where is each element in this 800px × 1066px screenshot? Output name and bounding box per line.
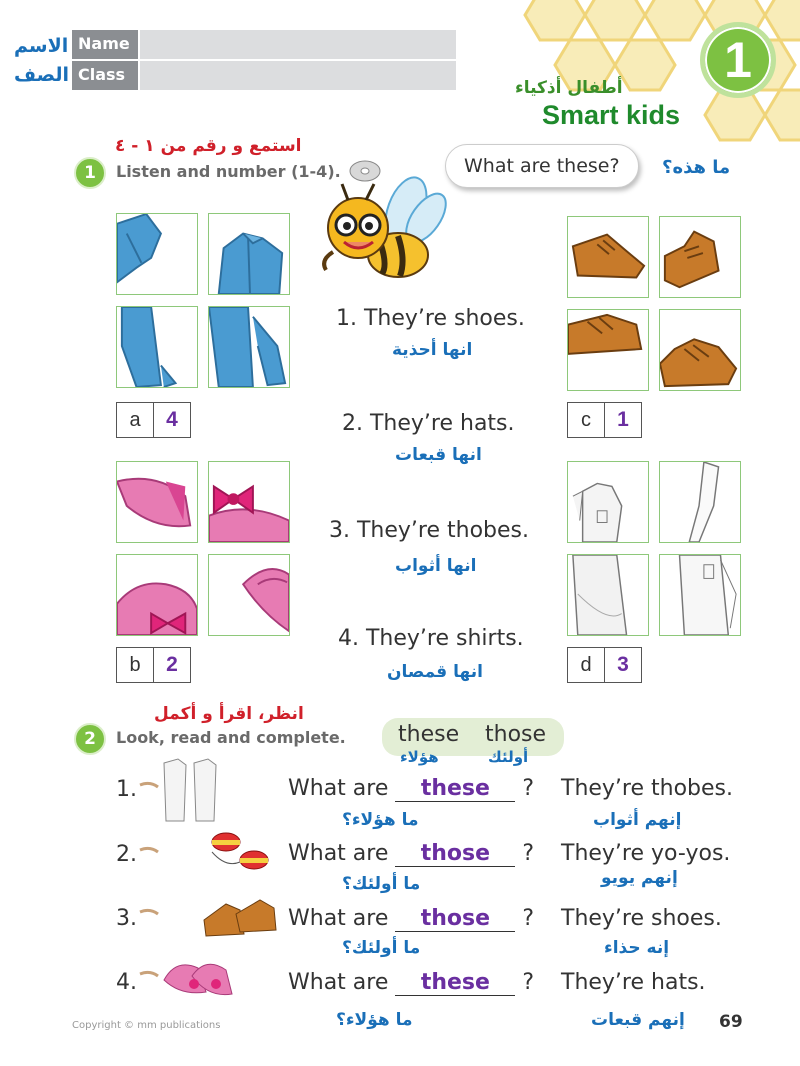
answer-blank[interactable]: these — [395, 776, 515, 802]
unit-subtitle-en: Smart kids — [542, 100, 681, 130]
question-mark: ? — [522, 841, 535, 866]
bubble-translation: ما هذه؟ — [662, 157, 731, 178]
exercise1-instruction-en: Listen and number (1-4). — [116, 162, 341, 181]
unit-badge — [700, 22, 776, 98]
answer-number[interactable]: 1 — [617, 408, 629, 431]
speech-bubble: What are these? — [445, 144, 639, 188]
unit-subtitle-ar: أطفال أذكياء — [515, 78, 623, 98]
row-4-response-ar: إنهم قبعات — [591, 1010, 685, 1030]
row-2-number: 2. — [116, 842, 137, 867]
answer-box-c — [567, 402, 642, 438]
class-field[interactable] — [140, 61, 456, 90]
sentence-1-ar: انها أحذية — [392, 340, 473, 360]
row-2-question-ar: ما أولئك؟ — [342, 874, 421, 894]
row-2-question — [288, 841, 534, 867]
question-mark: ? — [522, 776, 535, 801]
question-mark: ? — [522, 970, 535, 995]
name-label-ar: الاسم — [14, 35, 69, 57]
unit-number: 1 — [724, 32, 752, 88]
page-number: 69 — [719, 1012, 743, 1032]
answer-letter: b — [117, 648, 154, 682]
word-these: these — [398, 722, 460, 747]
answer-number[interactable]: 3 — [617, 653, 629, 676]
row-4-response: They’re hats. — [561, 970, 706, 995]
row-3-question-ar: ما أولئك؟ — [342, 938, 421, 958]
row-4-question — [288, 970, 534, 996]
question-text: What are — [288, 970, 389, 995]
tile-shoe-2 — [659, 216, 741, 298]
tile-thobe-4 — [659, 554, 741, 636]
answer-letter: c — [568, 403, 605, 437]
name-tag: Name — [72, 30, 138, 59]
answer-box-a — [116, 402, 191, 438]
row-1-response: They’re thobes. — [561, 776, 734, 801]
question-text: What are — [288, 841, 389, 866]
answer-blank[interactable]: those — [395, 841, 515, 867]
sentence-2: 2. They’re hats. — [342, 411, 515, 436]
tile-hat-4 — [208, 554, 290, 636]
tile-shirt-4 — [208, 306, 290, 388]
answer-number[interactable]: 4 — [166, 408, 178, 431]
exercise2-number: 2 — [74, 723, 106, 755]
question-mark: ? — [522, 906, 535, 931]
name-field[interactable] — [140, 30, 456, 59]
class-tag: Class — [72, 61, 138, 90]
word-these-ar: هؤلاء — [400, 748, 439, 766]
answer-blank[interactable]: these — [395, 970, 515, 996]
answer-box-b — [116, 647, 191, 683]
shoes-picture — [136, 890, 278, 940]
row-3-response: They’re shoes. — [561, 906, 722, 931]
word-those: those — [485, 722, 547, 747]
row-4-number: 4. — [116, 970, 137, 995]
class-label-ar: الصف — [14, 64, 69, 86]
row-3-response-ar: إنه حذاء — [604, 938, 670, 958]
tile-shirt-2 — [208, 213, 290, 295]
row-2-response-ar: إنهم يويو — [601, 868, 678, 888]
row-1-response-ar: إنهم أثواب — [593, 810, 682, 830]
answer-letter: a — [117, 403, 154, 437]
row-1-question-ar: ما هؤلاء؟ — [342, 810, 419, 830]
bee-mascot — [318, 170, 448, 295]
word-those-ar: أولئك — [488, 748, 529, 766]
answer-box-d — [567, 647, 642, 683]
sentence-1: 1. They’re shoes. — [336, 306, 525, 331]
tile-shirt-1 — [116, 213, 198, 295]
tile-hat-2 — [208, 461, 290, 543]
thobes-picture — [136, 755, 228, 823]
exercise2-instruction-en: Look, read and complete. — [116, 728, 346, 747]
row-3-number: 3. — [116, 906, 137, 931]
copyright: Copyright © mm publications — [72, 1020, 221, 1031]
exercise2-instruction-ar: انظر، اقرأ و أكمل — [154, 704, 304, 724]
exercise1-number: 1 — [74, 157, 106, 189]
sentence-3-ar: انها أثواب — [395, 556, 477, 576]
question-text: What are — [288, 776, 389, 801]
row-1-number: 1. — [116, 777, 137, 802]
exercise1-instruction-ar: استمع و رقم من ١ - ٤ — [115, 136, 302, 156]
answer-blank[interactable]: those — [395, 906, 515, 932]
yoyos-picture — [136, 828, 278, 876]
row-4-question-ar: ما هؤلاء؟ — [336, 1010, 413, 1030]
answer-letter: d — [568, 648, 605, 682]
tile-shirt-3 — [116, 306, 198, 388]
sentence-3: 3. They’re thobes. — [329, 518, 529, 543]
tile-shoe-4 — [659, 309, 741, 391]
row-2-response: They’re yo-yos. — [561, 841, 731, 866]
row-1-question — [288, 776, 534, 802]
tile-hat-1 — [116, 461, 198, 543]
tile-shoe-1 — [567, 216, 649, 298]
row-3-question — [288, 906, 534, 932]
sentence-4: 4. They’re shirts. — [338, 626, 524, 651]
tile-thobe-2 — [659, 461, 741, 543]
tile-hat-3 — [116, 554, 198, 636]
hats-picture — [136, 950, 236, 1002]
tile-thobe-3 — [567, 554, 649, 636]
sentence-4-ar: انها قمصان — [387, 662, 483, 682]
sentence-2-ar: انها قبعات — [395, 445, 482, 465]
answer-number[interactable]: 2 — [166, 653, 178, 676]
tile-shoe-3 — [567, 309, 649, 391]
question-text: What are — [288, 906, 389, 931]
tile-thobe-1 — [567, 461, 649, 543]
